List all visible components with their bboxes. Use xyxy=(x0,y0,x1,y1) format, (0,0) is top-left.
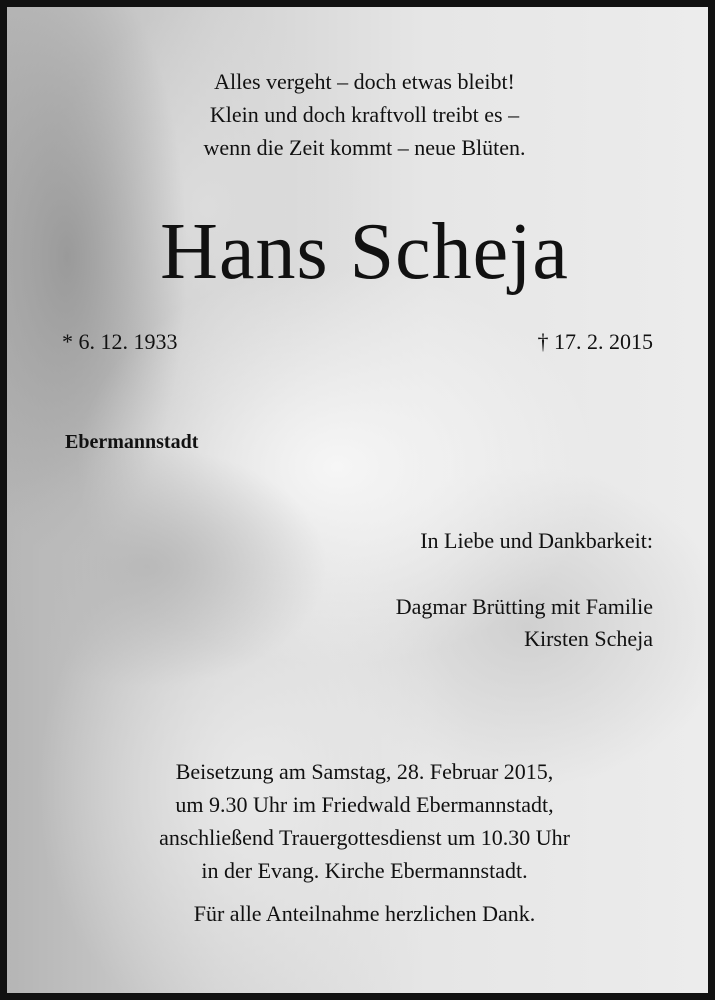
verse-line: Alles vergeht – doch etwas bleibt! xyxy=(214,69,515,94)
funeral-line: um 9.30 Uhr im Friedwald Ebermannstadt, xyxy=(175,792,554,817)
place: Ebermannstadt xyxy=(65,431,199,453)
deceased-name: Hans Scheja xyxy=(160,208,569,296)
mourners xyxy=(396,591,653,655)
dedication: In Liebe und Dankbarkeit: xyxy=(420,528,653,553)
funeral-info xyxy=(7,755,715,887)
birth-date: * 6. 12. 1933 xyxy=(62,329,178,354)
verse-line: Klein und doch kraftvoll treibt es – xyxy=(209,102,520,127)
death-date: † 17. 2. 2015 xyxy=(537,329,653,354)
mourner: Kirsten Scheja xyxy=(524,626,653,651)
verse xyxy=(7,65,715,164)
thanks: Für alle Anteilnahme herzlichen Dank. xyxy=(193,901,536,926)
funeral-line: in der Evang. Kirche Ebermannstadt. xyxy=(201,858,528,883)
verse-line: wenn die Zeit kommt – neue Blüten. xyxy=(203,135,526,160)
funeral-line: Beisetzung am Samstag, 28. Februar 2015, xyxy=(175,759,554,784)
mourner: Dagmar Brütting mit Familie xyxy=(395,594,653,619)
funeral-line: anschließend Trauergottesdienst um 10.30 Uhr xyxy=(159,825,570,850)
